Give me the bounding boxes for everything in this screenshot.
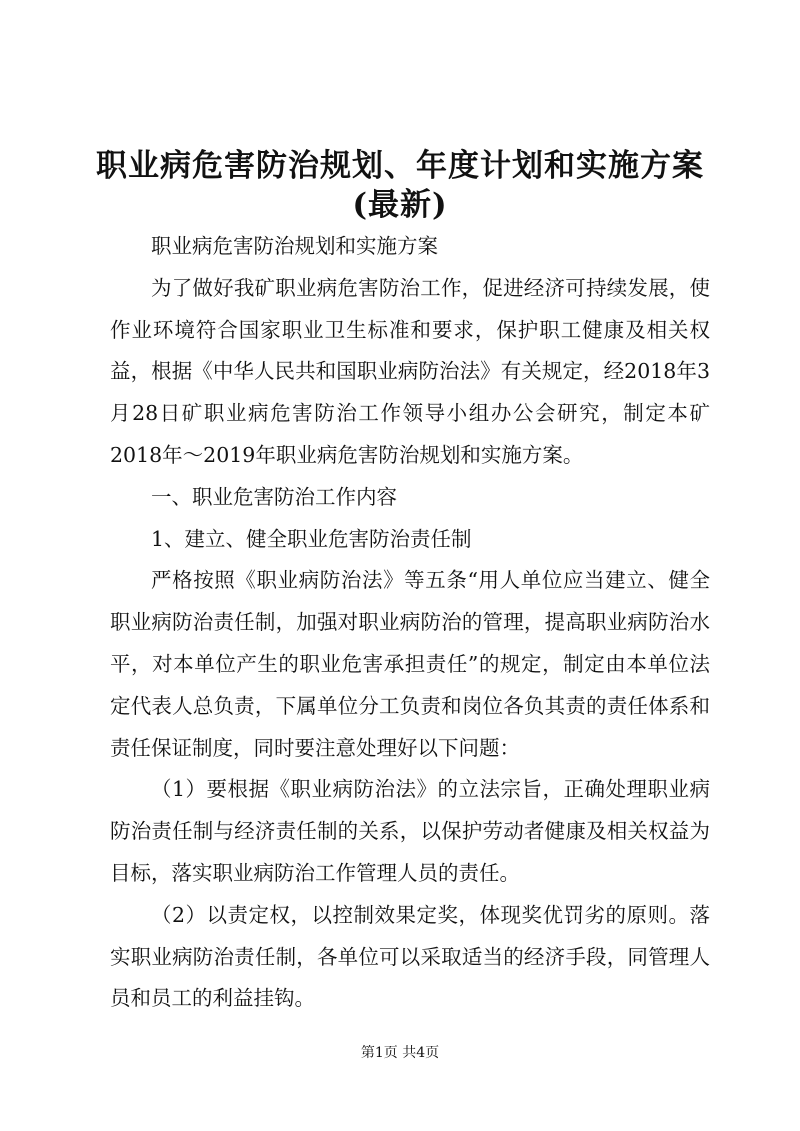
paragraph: 为了做好我矿职业病危害防治工作，促进经济可持续发展，使作业环境符合国家职业卫生标准和要求，保护职工健康及相关权益，根据《中华人民共和国职业病防治法》有关规定，经2018年3月28日矿职业病危害防治工作领导小组办公会研究，制定本矿2018年～2019年职业病危害防治规划和实施方案。: [110, 275, 710, 467]
paragraph: （2）以责定权，以控制效果定奖，体现奖优罚劣的原则。落实职业病防治责任制，各单位可以采取适当的经济手段，同管理人员和员工的利益挂钩。: [110, 902, 710, 1011]
paragraph: （1）要根据《职业病防治法》的立法宗旨，正确处理职业病防治责任制与经济责任制的关系，以保护劳动者健康及相关权益为目标，落实职业病防治工作管理人员的责任。: [110, 777, 710, 885]
subsection-heading: 1、建立、健全职业危害防治责任制: [151, 526, 472, 551]
page-number-footer: 第1页 共4页: [360, 1045, 440, 1061]
document-title: 职业病危害防治规划、年度计划和实施方案: [96, 148, 704, 184]
document-title-suffix: (最新): [352, 187, 448, 223]
paragraph: 严格按照《职业病防治法》等五条“用人单位应当建立、健全职业病防治责任制，加强对职业病防治的管理，提高职业病防治水平，对本单位产生的职业危害承担责任”的规定，制定由本单位法定代表人总负责，下属单位分工负责和岗位各负其责的责任体系和责任保证制度，同时要注意处理好以下问题：: [110, 568, 710, 760]
document-body: [110, 226, 710, 1020]
section-heading: 一、职业危害防治工作内容: [151, 484, 397, 509]
section-heading: 职业病危害防治规划和实施方案: [151, 234, 438, 258]
